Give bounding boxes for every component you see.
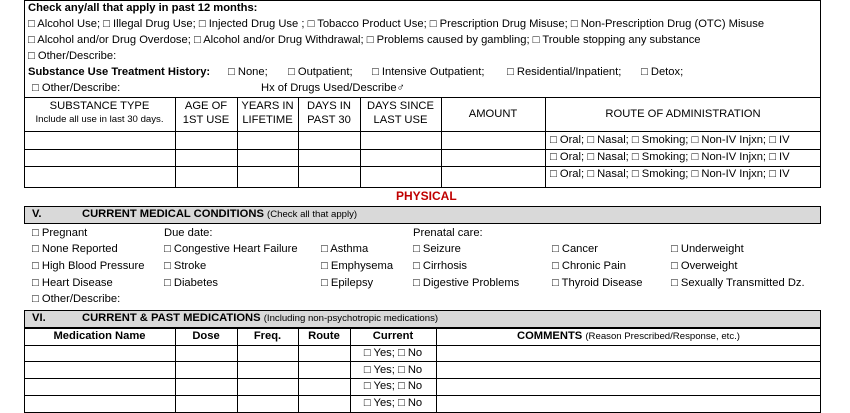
condition-underweight[interactable]: □ Underweight	[671, 243, 744, 255]
header-since-label: DAYS SINCE	[367, 100, 434, 112]
med-header-comments-sub: (Reason Prescribed/Response, etc.)	[585, 331, 740, 342]
treatment-option-detox[interactable]: □ Detox;	[641, 66, 684, 78]
condition-asthma[interactable]: □ Asthma	[321, 243, 369, 255]
med-header-route: Route	[308, 330, 340, 342]
section-v-number: V.	[32, 208, 42, 220]
med-current-row-2[interactable]: □ Yes; □ No	[363, 364, 423, 376]
hx-drugs-label: Hx of Drugs Used/Describe♂	[261, 82, 405, 94]
header-since-sub: LAST USE	[373, 114, 428, 126]
treatment-history-label: Substance Use Treatment History:	[28, 66, 211, 78]
section-v-title-sub: (Check all that apply)	[267, 209, 358, 220]
header-substance-type-sub: Include all use in last 30 days.	[35, 114, 164, 125]
route-options-row-3[interactable]: □ Oral; □ Nasal; □ Smoking; □ Non-IV Injxn; □ IV	[550, 168, 790, 180]
med-header-bottom	[24, 345, 821, 346]
condition-thyroid[interactable]: □ Thyroid Disease	[552, 277, 643, 289]
condition-epilepsy[interactable]: □ Epilepsy	[321, 277, 374, 289]
condition-chronic-pain[interactable]: □ Chronic Pain	[552, 260, 626, 272]
med-row-line-2	[24, 378, 821, 379]
header-substance-type	[24, 100, 175, 125]
route-options-row-2[interactable]: □ Oral; □ Nasal; □ Smoking; □ Non-IV Injxn; □ IV	[550, 151, 790, 163]
header-days-sub: PAST 30	[307, 114, 351, 126]
med-current-row-4[interactable]: □ Yes; □ No	[363, 397, 423, 409]
header-years	[237, 100, 298, 126]
condition-seizure[interactable]: □ Seizure	[413, 243, 461, 255]
condition-emphysema[interactable]: □ Emphysema	[321, 260, 394, 272]
med-header-comments	[436, 330, 821, 342]
condition-std[interactable]: □ Sexually Transmitted Dz.	[671, 277, 805, 289]
condition-stroke[interactable]: □ Stroke	[164, 260, 207, 272]
condition-none-reported[interactable]: □ None Reported	[32, 243, 118, 255]
due-date-label: Due date:	[164, 227, 213, 239]
apply-line-2[interactable]: □ Alcohol and/or Drug Overdose; □ Alcohol and/or Drug Withdrawal; □ Problems caused by gambling; □ Trouble stopping any substance	[28, 34, 701, 46]
condition-digestive[interactable]: □ Digestive Problems	[413, 277, 520, 289]
med-current-row-3[interactable]: □ Yes; □ No	[363, 380, 423, 392]
substance-row-line-1	[24, 149, 821, 150]
header-substance-type-label: SUBSTANCE TYPE	[49, 100, 150, 112]
treatment-other[interactable]: □ Other/Describe:	[32, 82, 121, 94]
med-header-freq: Freq.	[253, 330, 282, 342]
header-years-label: YEARS IN	[241, 100, 294, 112]
treatment-option-outpatient[interactable]: □ Outpatient;	[288, 66, 353, 78]
section-v-title-text: CURRENT MEDICAL CONDITIONS	[82, 208, 264, 220]
med-header-comments-label: COMMENTS	[516, 330, 583, 342]
med-header-name: Medication Name	[53, 330, 146, 342]
med-row-line-3	[24, 395, 821, 396]
condition-pregnant[interactable]: □ Pregnant	[32, 227, 88, 239]
condition-chf[interactable]: □ Congestive Heart Failure	[164, 243, 298, 255]
med-row-line-1	[24, 361, 821, 362]
header-amount: AMOUNT	[468, 108, 518, 120]
substance-row-line-2	[24, 166, 821, 167]
prenatal-care-label: Prenatal care:	[413, 227, 483, 239]
condition-diabetes[interactable]: □ Diabetes	[164, 277, 219, 289]
section-v-title	[82, 208, 357, 220]
treatment-option-residential[interactable]: □ Residential/Inpatient;	[507, 66, 622, 78]
physical-title: PHYSICAL	[396, 189, 457, 203]
substance-table-top	[24, 97, 821, 98]
header-age-sub: 1ST USE	[182, 114, 230, 126]
condition-heart-disease[interactable]: □ Heart Disease	[32, 277, 113, 289]
header-age	[175, 100, 237, 126]
header-days	[298, 100, 360, 126]
condition-high-blood-pressure[interactable]: □ High Blood Pressure	[32, 260, 145, 272]
section-vi-number: VI.	[32, 312, 46, 324]
condition-cancer[interactable]: □ Cancer	[552, 243, 598, 255]
treatment-option-intensive[interactable]: □ Intensive Outpatient;	[372, 66, 485, 78]
header-since	[360, 100, 441, 126]
condition-overweight[interactable]: □ Overweight	[671, 260, 738, 272]
apply-line-1[interactable]: □ Alcohol Use; □ Illegal Drug Use; □ Injected Drug Use ; □ Tobacco Product Use; □ Prescription Drug Misuse; □ Non-Prescription Drug (OTC) Misuse	[28, 18, 765, 30]
condition-cirrhosis[interactable]: □ Cirrhosis	[413, 260, 467, 272]
header-route: ROUTE OF ADMINISTRATION	[605, 108, 761, 120]
treatment-option-none[interactable]: □ None;	[228, 66, 268, 78]
header-years-sub: LIFETIME	[242, 114, 293, 126]
med-header-dose: Dose	[192, 330, 220, 342]
route-options-row-1[interactable]: □ Oral; □ Nasal; □ Smoking; □ Non-IV Injxn; □ IV	[550, 134, 790, 146]
med-current-row-1[interactable]: □ Yes; □ No	[363, 347, 423, 359]
apply-heading: Check any/all that apply in past 12 months:	[28, 2, 258, 14]
section-vi-title-text: CURRENT & PAST MEDICATIONS	[82, 312, 261, 324]
section-vi-title-sub: (Including non-psychotropic medications)	[263, 313, 439, 324]
header-days-label: DAYS IN	[307, 100, 351, 112]
med-header-current: Current	[372, 330, 414, 342]
section-vi-title	[82, 312, 438, 324]
apply-line-3[interactable]: □ Other/Describe:	[28, 50, 117, 62]
substance-table-header-bottom	[24, 131, 821, 132]
condition-other[interactable]: □ Other/Describe:	[32, 293, 121, 305]
header-age-label: AGE OF	[184, 100, 228, 112]
